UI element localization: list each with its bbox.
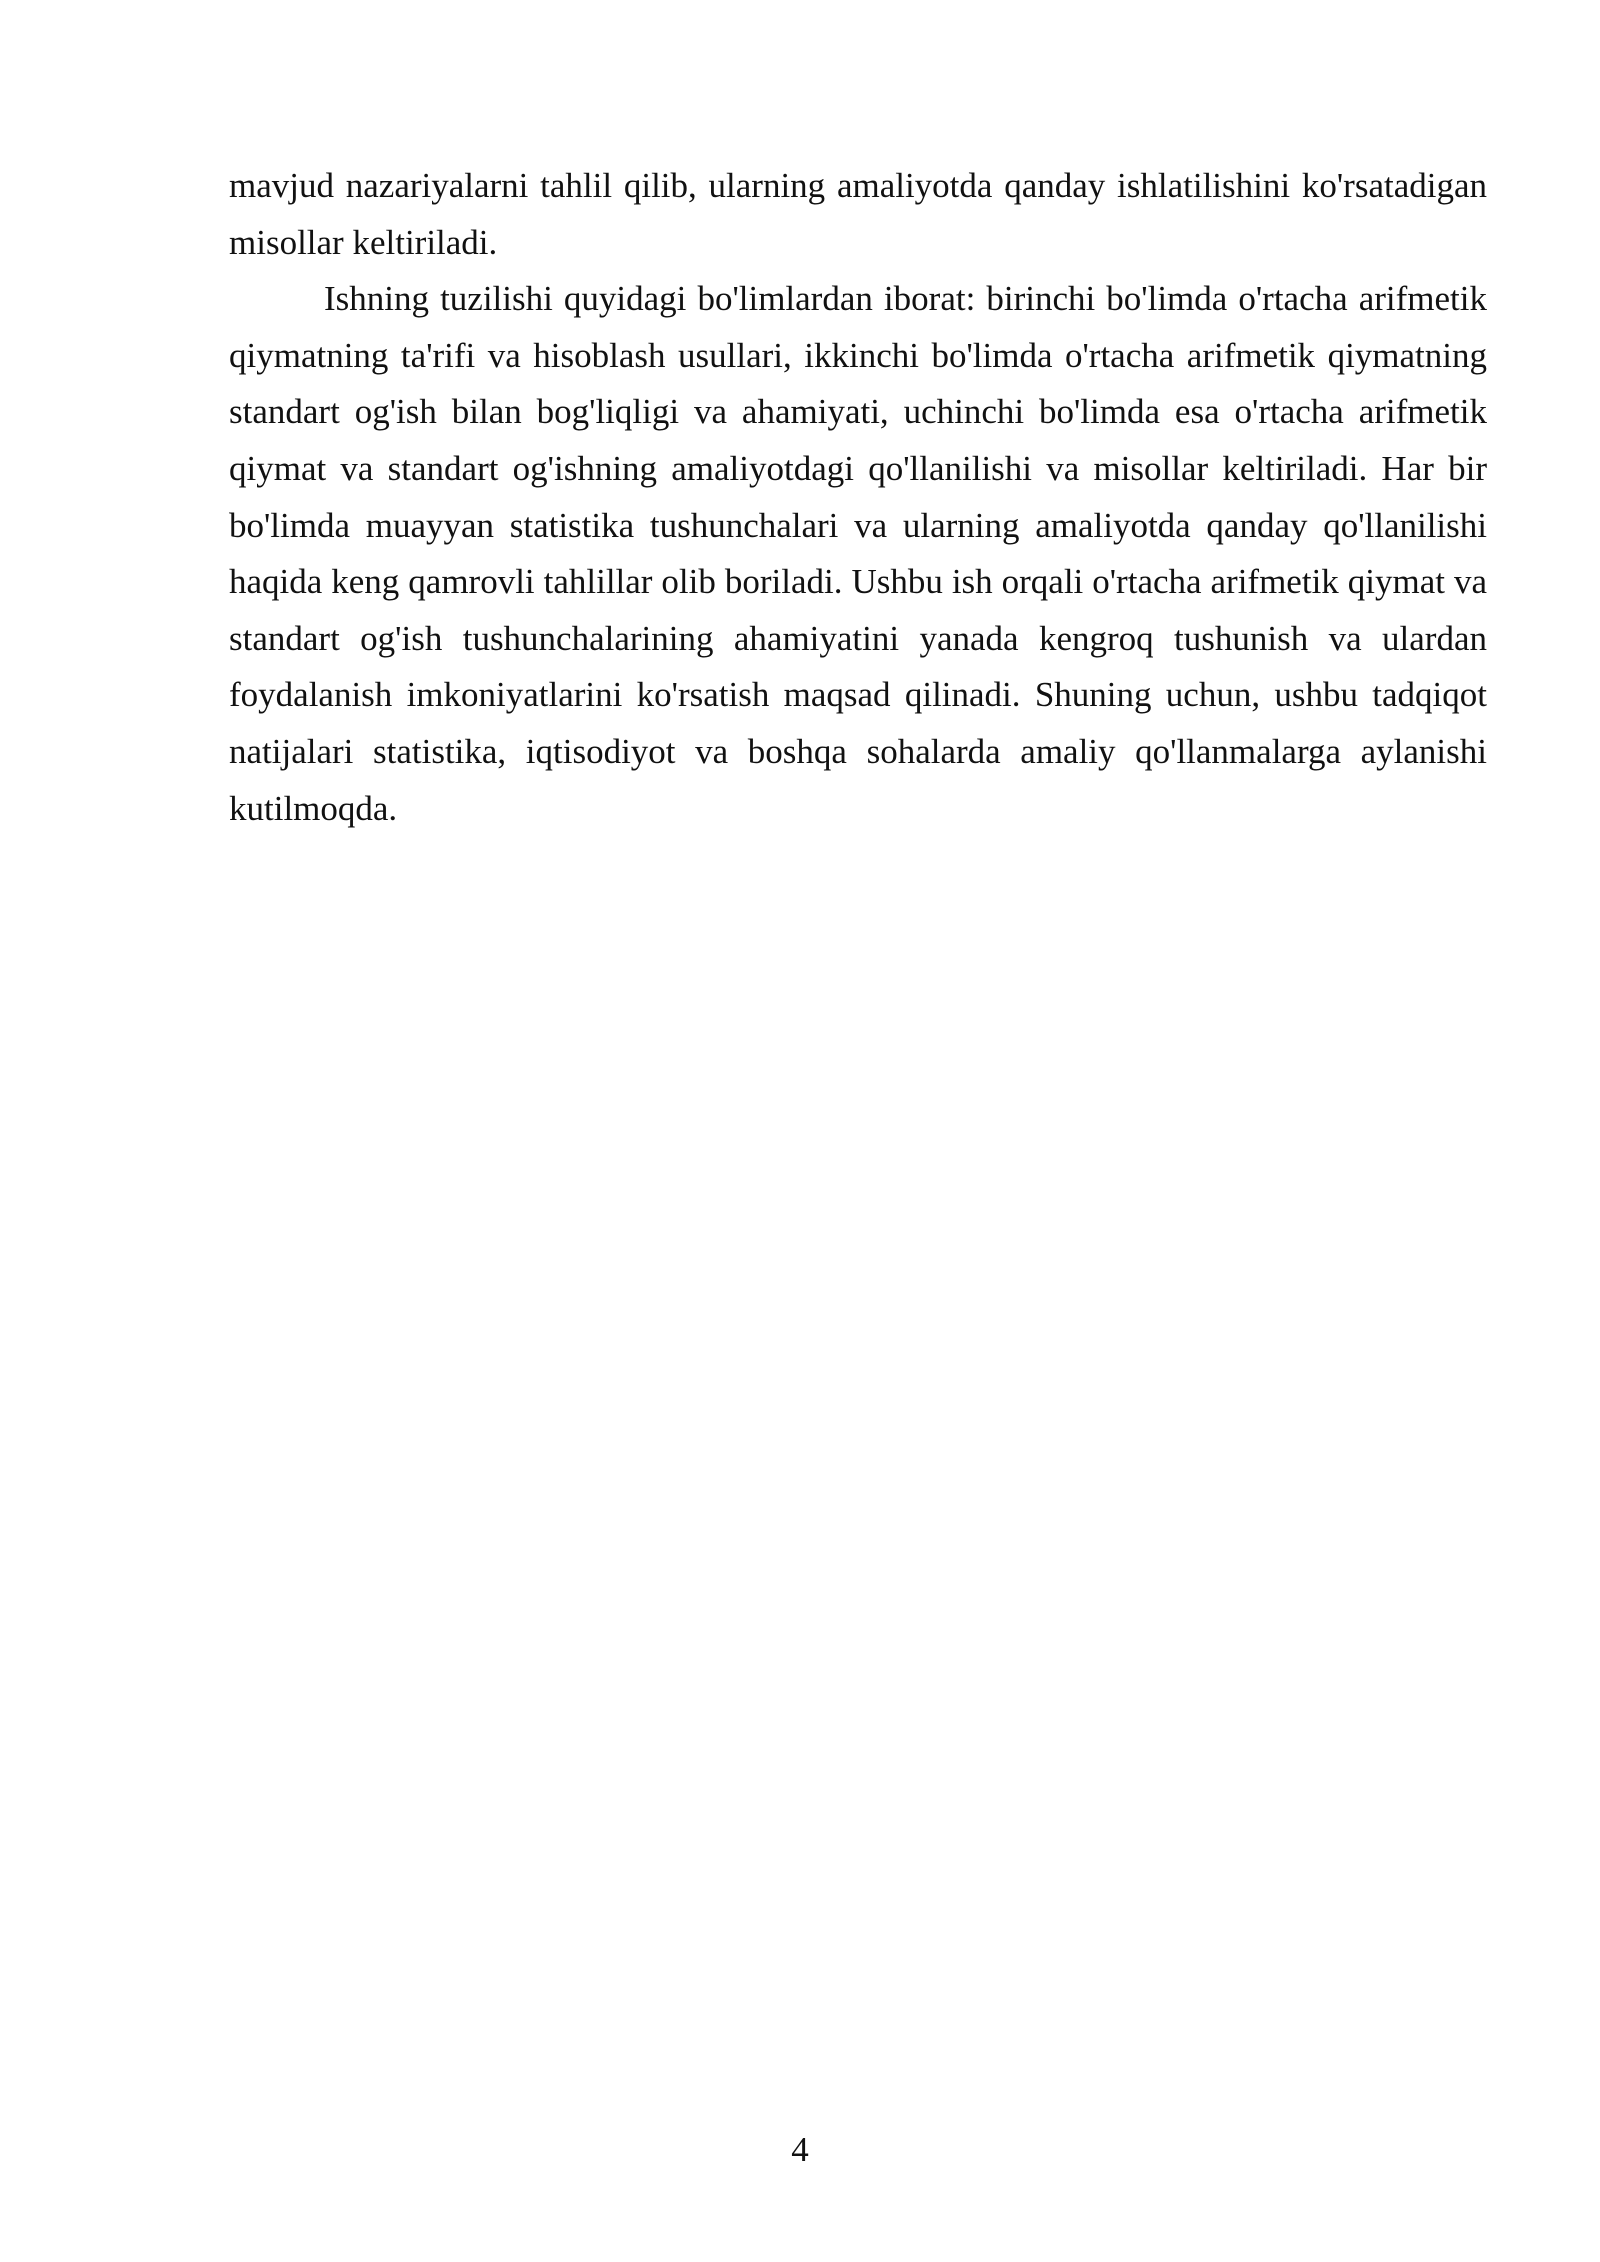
page-number: 4: [791, 2130, 809, 2169]
paragraph-structure-overview: Ishning tuzilishi quyidagi bo'limlardan iborat: birinchi bo'limda o'rtacha arifmetik qiymatning ta'rifi va hisoblash usullari, ikkinchi bo'limda o'rtacha arifmetik qiymatning standart og'ish bilan bog'liqligi va ahamiyati, uchinchi bo'limda esa o'rtacha arifmetik qiymat va standart og'ishning amaliyotdagi qo'llanilishi va misollar keltiriladi. Har bir bo'limda muayyan statistika tushunchalari va ularning amaliyotda qanday qo'llanilishi haqida keng qamrovli tahlillar olib boriladi. Ushbu ish orqali o'rtacha arifmetik qiymat va standart og'ish tushunchalarining ahamiyatini yanada kengroq tushunish va ulardan foydalanish imkoniyatlarini ko'rsatish maqsad qilinadi. Shuning uchun, ushbu tadqiqot natijalari statistika, iqtisodiyot va boshqa sohalarda amaliy qo'llanmalarga aylanishi kutilmoqda.: [229, 279, 1487, 828]
body-text: [229, 158, 1487, 837]
paragraph-continuation: mavjud nazariyalarni tahlil qilib, ularning amaliyotda qanday ishlatilishini ko'rsatadigan misollar keltiriladi.: [229, 166, 1487, 262]
